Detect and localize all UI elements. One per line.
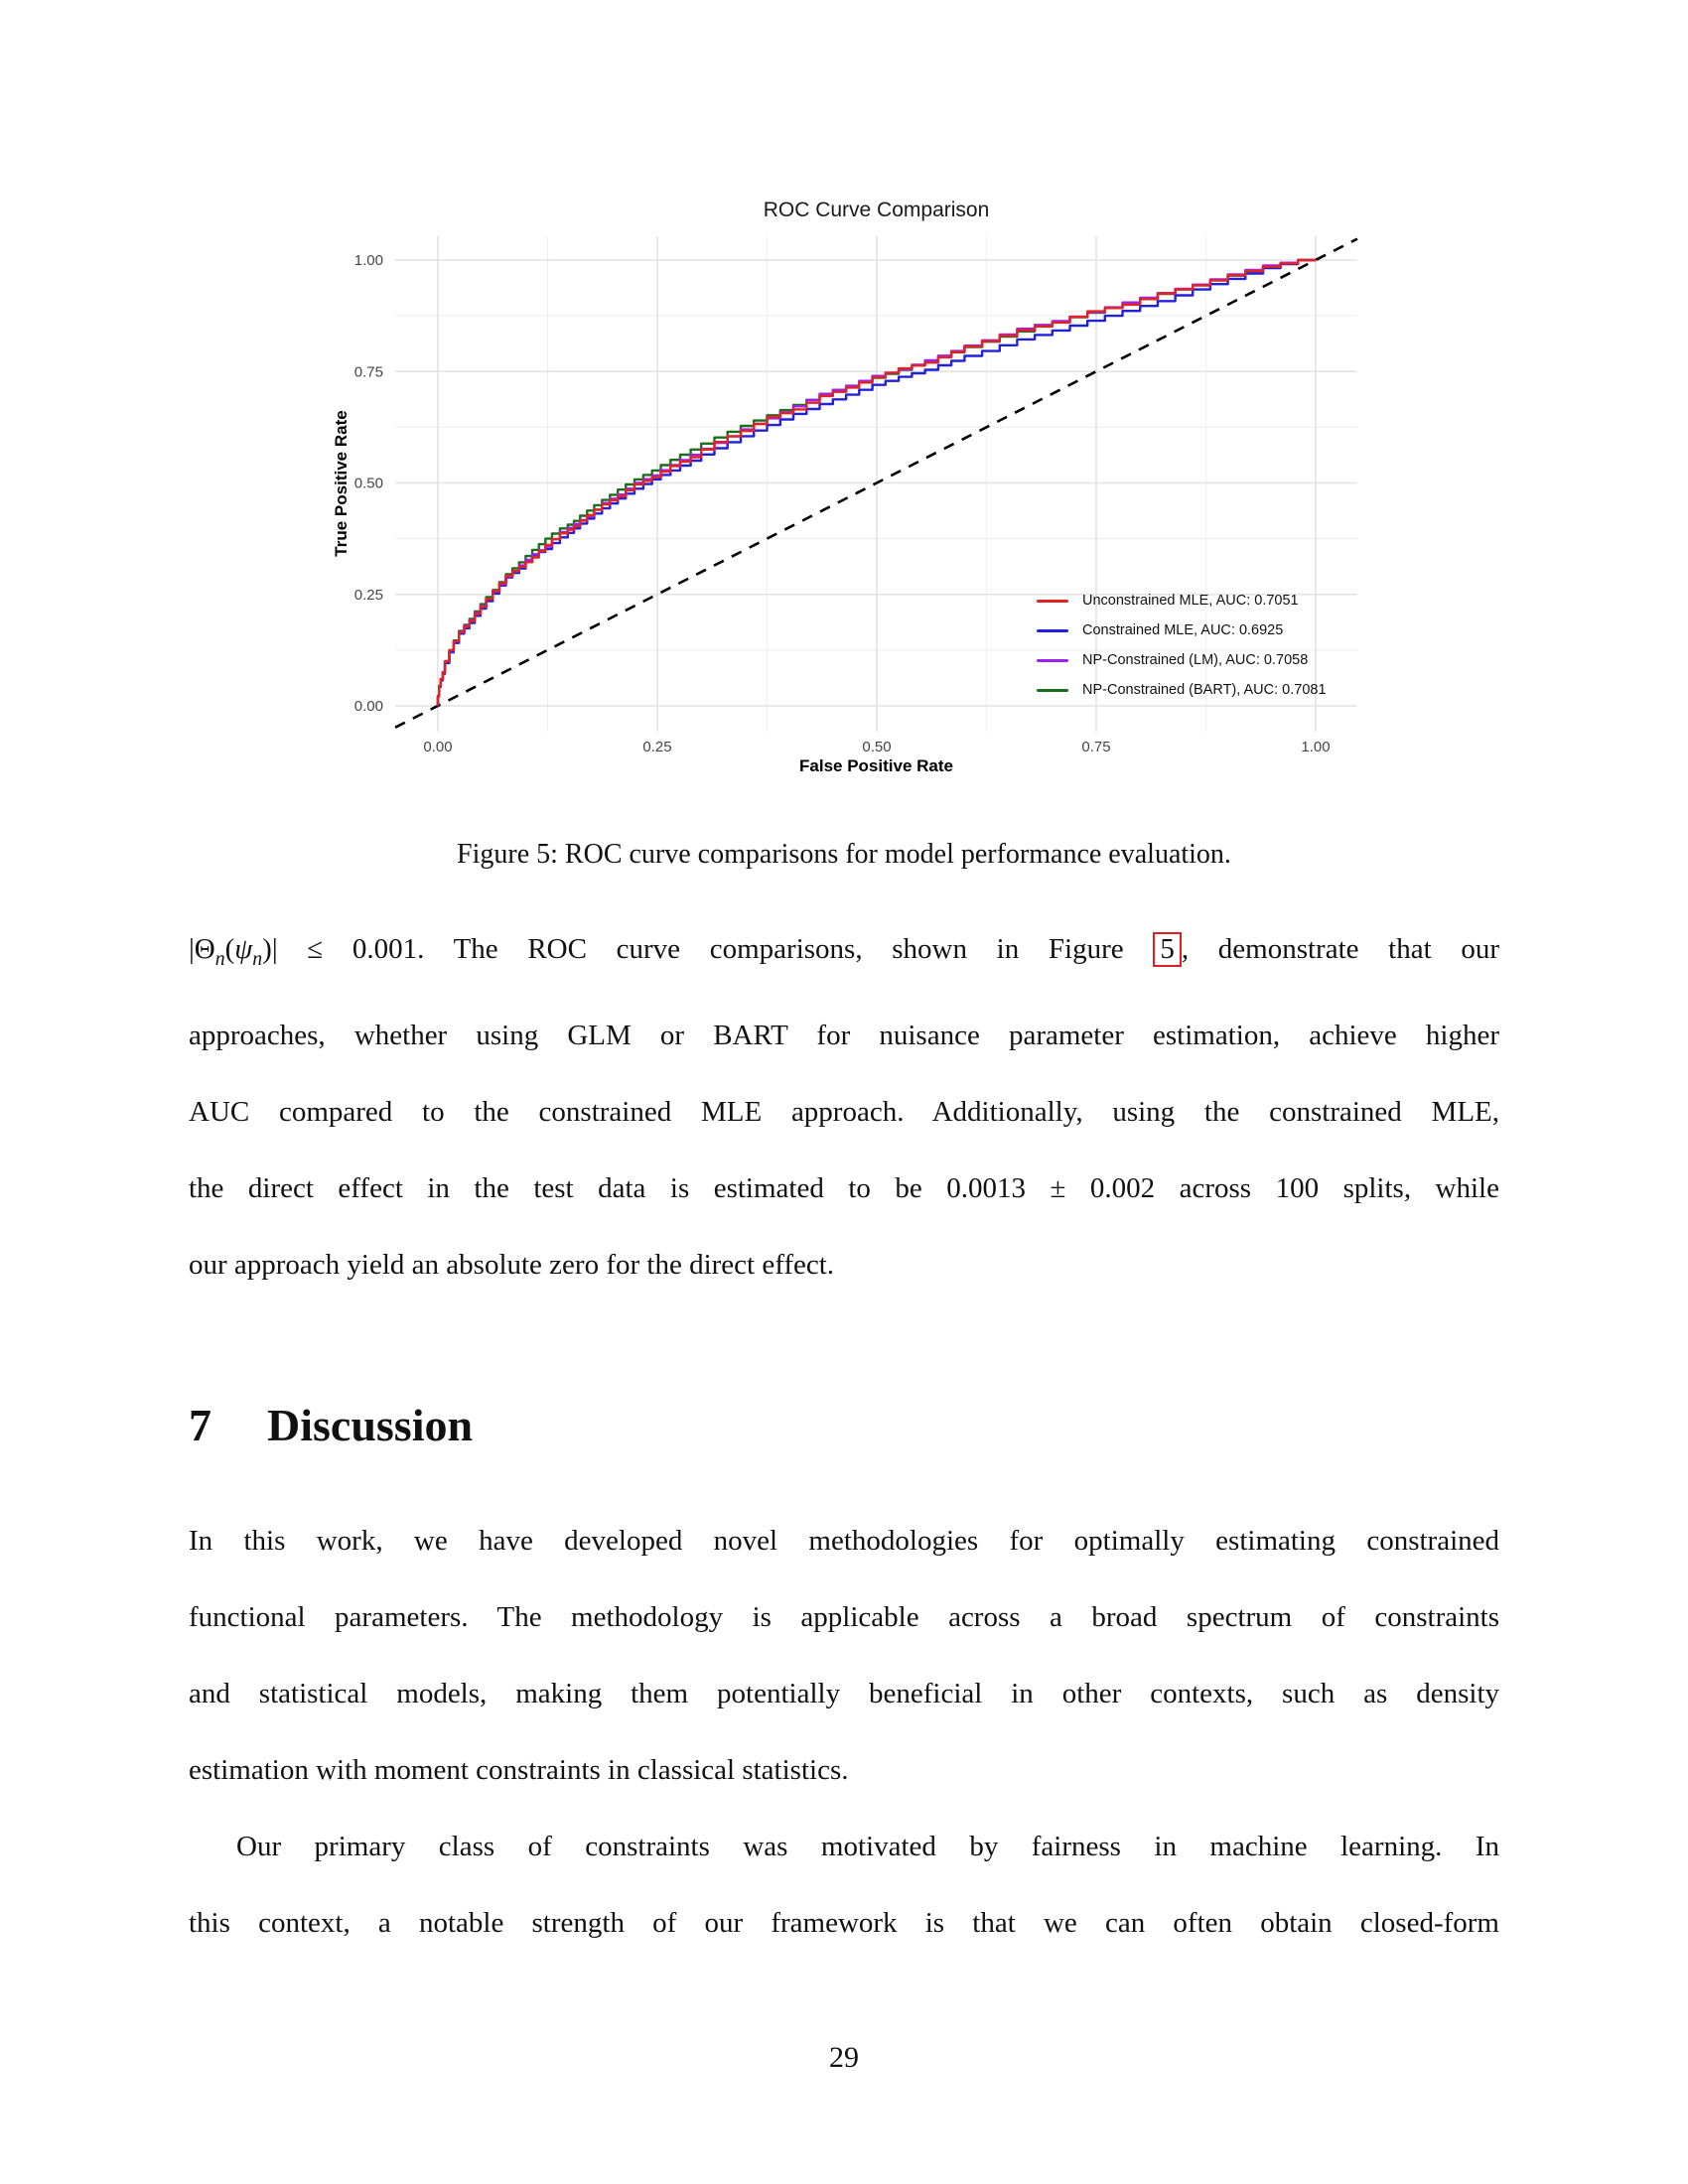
chart-title: ROC Curve Comparison <box>763 199 990 221</box>
figure-reference-link[interactable]: 5 <box>1153 932 1182 967</box>
x-tick-label: 0.75 <box>1081 739 1111 755</box>
body-line: our approach yield an absolute zero for the direct effect. <box>189 1248 835 1281</box>
section-heading <box>189 1398 1499 1453</box>
body-line: AUC compared to the constrained MLE approach. Additionally, using the constrained MLE, <box>189 1095 1499 1128</box>
y-axis-title: True Positive Rate <box>332 410 351 557</box>
roc-figure <box>328 169 1370 794</box>
paragraph-discussion-1 <box>189 1503 1499 1809</box>
x-axis-title: False Positive Rate <box>799 756 953 775</box>
y-tick-label: 0.75 <box>353 363 383 381</box>
x-tick-label: 1.00 <box>1301 739 1331 755</box>
x-tick-label: 0.00 <box>423 739 453 755</box>
legend-line-swatch <box>1037 659 1068 662</box>
x-tick-label: 0.50 <box>862 739 892 755</box>
body-line: functional parameters. The methodology is applicable across a broad spectrum of constraints <box>189 1601 1499 1633</box>
legend-item <box>1037 675 1327 705</box>
legend-item <box>1037 645 1327 675</box>
legend-item <box>1037 615 1327 645</box>
chart-legend <box>1037 586 1327 705</box>
body-line: this context, a notable strength of our framework is that we can often obtain closed-form <box>189 1907 1499 1939</box>
y-tick-label: 0.25 <box>353 586 383 604</box>
legend-label: NP-Constrained (LM), AUC: 0.7058 <box>1082 652 1309 668</box>
math-sub-n: n <box>214 947 225 970</box>
body-line: Our primary class of constraints was motivated by fairness in machine learning. In <box>236 1831 1499 1862</box>
y-tick-label: 1.00 <box>353 252 383 269</box>
math-sub-n: n <box>252 947 263 970</box>
legend-line-swatch <box>1037 689 1068 692</box>
section-number: 7 <box>189 1400 211 1450</box>
legend-label: NP-Constrained (BART), AUC: 0.7081 <box>1082 682 1327 698</box>
legend-line-swatch <box>1037 629 1068 632</box>
body-line: and statistical models, making them potentially beneficial in other contexts, such as density <box>189 1678 1499 1709</box>
legend-label: Unconstrained MLE, AUC: 0.7051 <box>1082 593 1299 609</box>
paragraph-results <box>189 911 1499 1303</box>
y-tick-label: 0.50 <box>353 475 383 492</box>
section-title: Discussion <box>267 1400 474 1450</box>
body-line: $|\Theta_n(\psi_n)| \le 0.001$. The ROC curve comparisons, shown in Figure 5 , demonstrate that our <box>189 933 1500 970</box>
body-line: approaches, whether using GLM or BART for nuisance parameter estimation, achieve higher <box>189 1019 1499 1051</box>
body-line: In this work, we have developed novel methodologies for optimally estimating constrained <box>189 1525 1499 1557</box>
body-line: estimation with moment constraints in classical statistics. <box>189 1754 849 1786</box>
y-tick-label: 0.00 <box>353 698 383 715</box>
x-tick-label: 0.25 <box>642 739 672 755</box>
paragraph-discussion-2 <box>189 1809 1499 1962</box>
math-psi: ψ <box>234 933 253 965</box>
legend-line-swatch <box>1037 600 1068 603</box>
math-theta: |Θ <box>189 933 215 965</box>
legend-label: Constrained MLE, AUC: 0.6925 <box>1082 622 1284 638</box>
body-line: the direct effect in the test data is estimated to be 0.0013 ± 0.002 across 100 splits, while <box>189 1171 1499 1204</box>
figure-caption: Figure 5: ROC curve comparisons for model performance evaluation. <box>457 839 1231 870</box>
page-number: 29 <box>829 2041 859 2074</box>
legend-item <box>1037 586 1327 615</box>
